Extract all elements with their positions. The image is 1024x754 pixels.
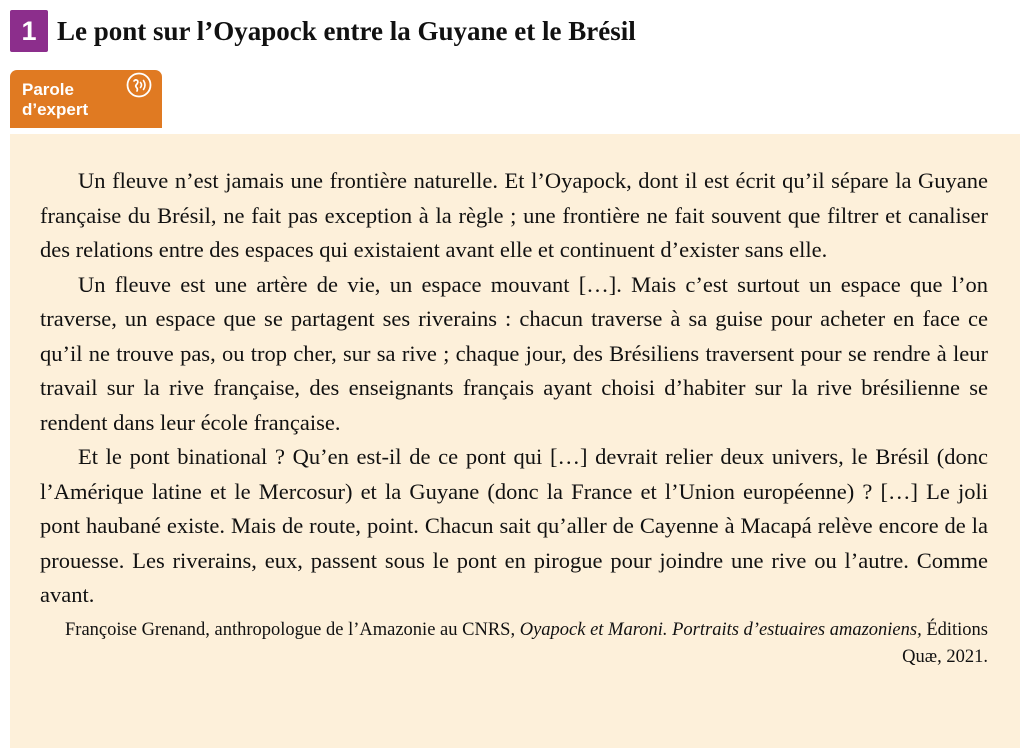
section-header [10, 10, 636, 52]
expert-quote-box [10, 134, 1020, 748]
tag-label-line1: Parole [22, 80, 74, 99]
expert-opinion-tag [10, 70, 162, 128]
quote-paragraph-1: Un fleuve n’est jamais une frontière naturelle. Et l’Oyapock, dont il est écrit qu’il sépare la Guyane française du Brésil, ne fait pas exception à la règle ; une frontière ne fait souvent que filtrer et canaliser des relations entre des espaces qui existaient avant elle et continuent d’exister sans elle. [40, 168, 988, 262]
audio-speaker-icon[interactable] [126, 72, 152, 98]
quote-paragraph-2: Un fleuve est une artère de vie, un espace mouvant […]. Mais c’est surtout un espace que l’on traverse, un espace que se partagent ses riverains : chacun traverse à sa guise pour acheter en face ce qu’il ne trouve pas, ou trop cher, sur sa rive ; chaque jour, des Brésiliens traversent pour se rendre à leur travail sur la rive française, des enseignants français ayant choisi d’habiter sur la rive brésilienne se rendent dans leur école française. [40, 271, 988, 435]
quote-paragraph-3: Et le pont binational ? Qu’en est-il de ce pont qui […] devrait relier deux univers, le Brésil (donc l’Amérique latine et le Mercosur) et la Guyane (donc la France et l’Union européenne) ? […] Le joli pont haubané existe. Mais de route, point. Chacun sait qu’aller de Cayenne à Macapá relève encore de la prouesse. Les riverains, eux, passent sous le pont en pirogue pour joindre une rive ou l’autre. Comme avant. [40, 444, 988, 607]
tag-label-line2: d’expert [22, 100, 89, 119]
section-title: Le pont sur l’Oyapock entre la Guyane et le Brésil [57, 15, 636, 46]
source-author: Françoise Grenand, anthropologue de l’Amazonie au CNRS, [65, 619, 520, 640]
source-publisher: Éditions Quæ, 2021. [902, 619, 988, 667]
quote-source [40, 617, 988, 671]
section-number-badge: 1 [10, 10, 48, 52]
source-work-title: Oyapock et Maroni. Portraits d’estuaires amazoniens, [519, 619, 922, 640]
